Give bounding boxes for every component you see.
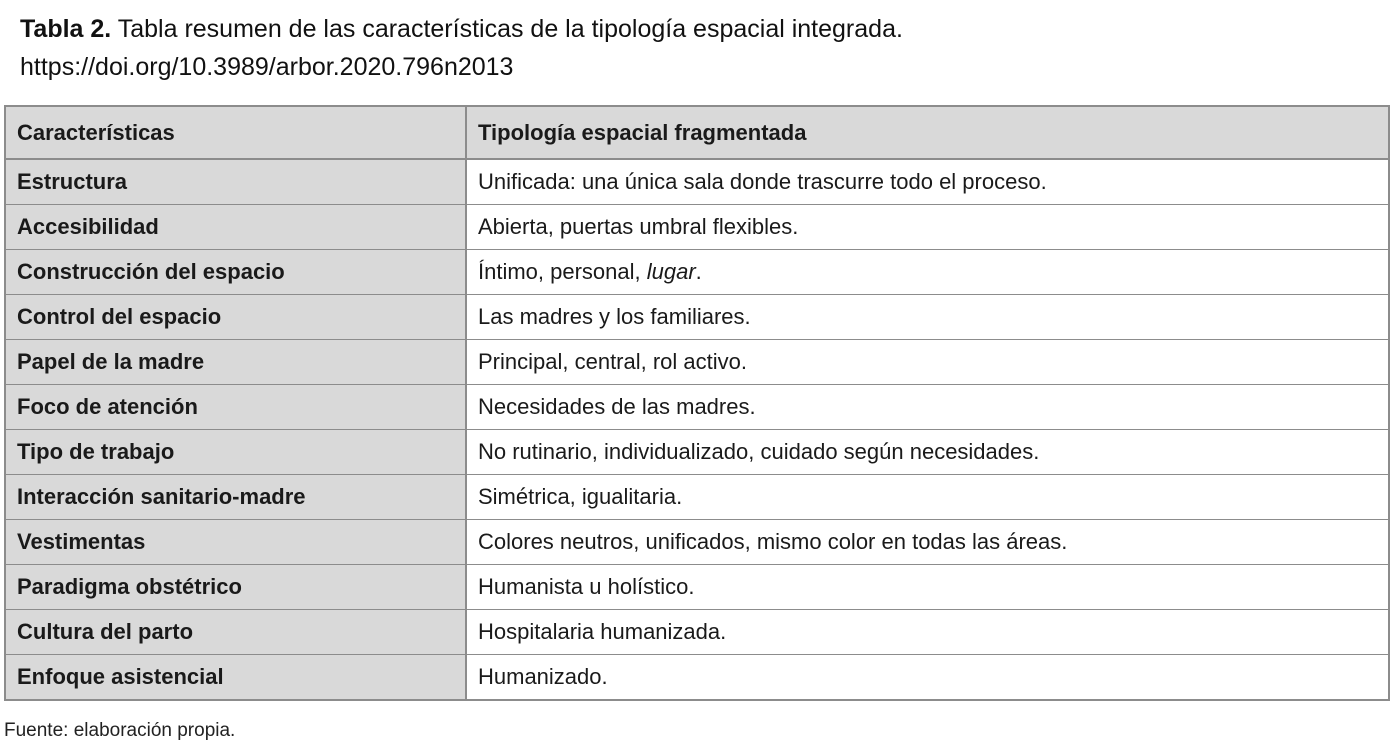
row-label: Tipo de trabajo [5, 430, 466, 475]
summary-table [4, 105, 1390, 701]
row-value: Simétrica, igualitaria. [466, 475, 1389, 520]
table-row [5, 475, 1389, 520]
row-label: Cultura del parto [5, 610, 466, 655]
row-value: No rutinario, individualizado, cuidado según necesidades. [466, 430, 1389, 475]
row-value-italic: lugar [646, 259, 696, 284]
row-label: Vestimentas [5, 520, 466, 565]
row-value: Humanista u holístico. [466, 565, 1389, 610]
row-label: Papel de la madre [5, 340, 466, 385]
caption-label: Tabla 2. [20, 15, 112, 43]
caption-title: Tabla resumen de las características de la tipología espacial integrada. [111, 15, 903, 43]
table-row [5, 520, 1389, 565]
table-row [5, 655, 1389, 701]
header-typology: Tipología espacial fragmentada [466, 106, 1389, 159]
table-row [5, 250, 1389, 295]
row-value: Hospitalaria humanizada. [466, 610, 1389, 655]
row-label: Paradigma obstétrico [5, 565, 466, 610]
row-label: Construcción del espacio [5, 250, 466, 295]
table-row [5, 565, 1389, 610]
table-row [5, 340, 1389, 385]
source-note: Fuente: elaboración propia. [4, 720, 236, 741]
row-value: Unificada: una única sala donde trascurre todo el proceso. [466, 159, 1389, 205]
table-row [5, 295, 1389, 340]
row-value [466, 250, 1389, 295]
row-value: Colores neutros, unificados, mismo color en todas las áreas. [466, 520, 1389, 565]
row-value: Principal, central, rol activo. [466, 340, 1389, 385]
row-label: Control del espacio [5, 295, 466, 340]
caption-doi: https://doi.org/10.3989/arbor.2020.796n2013 [20, 53, 514, 81]
table-caption [20, 10, 903, 86]
row-value: Humanizado. [466, 655, 1389, 701]
row-label: Interacción sanitario-madre [5, 475, 466, 520]
table-row [5, 159, 1389, 205]
table-row [5, 610, 1389, 655]
row-value: Abierta, puertas umbral flexibles. [466, 205, 1389, 250]
table-row [5, 205, 1389, 250]
caption-title-line [20, 10, 903, 48]
row-label: Estructura [5, 159, 466, 205]
table-header-row [5, 106, 1389, 159]
row-value: Las madres y los familiares. [466, 295, 1389, 340]
row-label: Accesibilidad [5, 205, 466, 250]
header-characteristics: Características [5, 106, 466, 159]
table-row [5, 385, 1389, 430]
row-value-prefix: Íntimo, personal, [478, 259, 647, 284]
row-label: Enfoque asistencial [5, 655, 466, 701]
row-value-suffix: . [695, 259, 702, 284]
row-value: Necesidades de las madres. [466, 385, 1389, 430]
table-row [5, 430, 1389, 475]
row-label: Foco de atención [5, 385, 466, 430]
